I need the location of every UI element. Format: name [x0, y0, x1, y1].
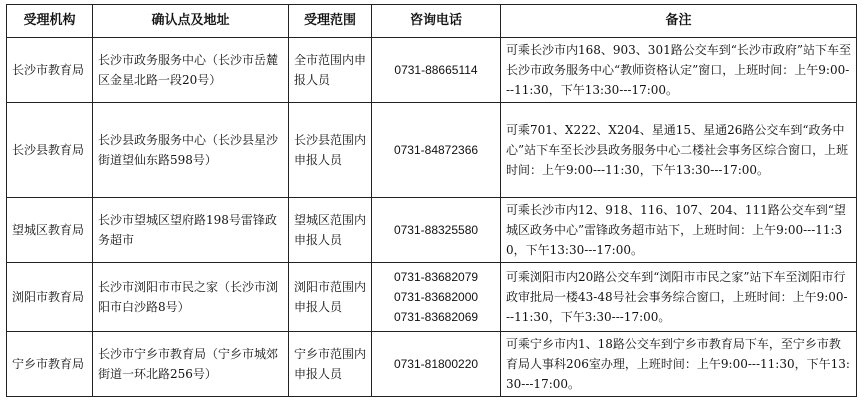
address-cell: 长沙市宁乡市教育局（宁乡市城郊街道一环北路256号） — [93, 332, 289, 397]
header-phone: 咨询电话 — [372, 5, 501, 38]
org-cell: 长沙县教育局 — [7, 103, 93, 198]
header-scope: 受理范围 — [289, 5, 372, 38]
page — [6, 4, 857, 397]
phone-cell — [372, 38, 501, 103]
header-row — [7, 5, 857, 38]
table-row — [7, 332, 857, 397]
scope-cell: 宁乡市范围内申报人员 — [289, 332, 372, 397]
phone-number: 0731-83682069 — [393, 310, 479, 324]
phone-number: 0731-81800220 — [393, 357, 479, 371]
note-cell: 可乘长沙市内12、918、116、107、204、111路公交车到“望城区政务中心”雷锋政务超市站下，上班时间：上午9:00---11:30，下午13:30---17:00。 — [501, 198, 857, 263]
phone-number: 0731-83682079 — [393, 270, 479, 284]
note-cell: 可乘宁乡市内1、18路公交车到宁乡市教育局下车，至宁乡市教育局人事科206室办理，上班时间：上午9:00---11:30，下午13:30---17:00。 — [501, 332, 857, 397]
phone-cell — [372, 263, 501, 332]
phone-number: 0731-84872366 — [393, 143, 479, 157]
scope-cell: 望城区范围内申报人员 — [289, 198, 372, 263]
acceptance-table — [6, 4, 857, 397]
table-row — [7, 38, 857, 103]
header-note: 备注 — [501, 5, 857, 38]
scope-cell: 浏阳市范围内申报人员 — [289, 263, 372, 332]
org-cell: 长沙市教育局 — [7, 38, 93, 103]
note-cell: 可乘长沙市内168、903、301路公交车到“长沙市政府”站下车至长沙市政务服务中心“教师资格认定”窗口，上班时间：上午9:00---11:30，下午13:30---17:00。 — [501, 38, 857, 103]
phone-number: 0731-88325580 — [393, 223, 479, 237]
scope-cell: 全市范围内申报人员 — [289, 38, 372, 103]
phone-cell — [372, 198, 501, 263]
phone-cell — [372, 103, 501, 198]
address-cell: 长沙县政务服务中心（长沙县星沙街道望仙东路598号） — [93, 103, 289, 198]
phone-number: 0731-83682000 — [393, 290, 479, 304]
phone-number: 0731-88665114 — [394, 63, 478, 77]
org-cell: 宁乡市教育局 — [7, 332, 93, 397]
table-row — [7, 198, 857, 263]
phone-cell — [372, 332, 501, 397]
scope-cell: 长沙县范围内申报人员 — [289, 103, 372, 198]
address-cell: 长沙市浏阳市市民之家（长沙市浏阳市白沙路8号） — [93, 263, 289, 332]
address-cell: 长沙市望城区望府路198号雷锋政务超市 — [93, 198, 289, 263]
table-row — [7, 263, 857, 332]
header-org: 受理机构 — [7, 5, 93, 38]
org-cell: 望城区教育局 — [7, 198, 93, 263]
note-cell: 可乘701、X222、X204、星通15、星通26路公交车到“政务中心”站下车至长沙县政务服务中心二楼社会事务区综合窗口，上班时间：上午9:00---11:30，下午13:30---17:00。 — [501, 103, 857, 198]
address-cell: 长沙市政务服务中心（长沙市岳麓区金星北路一段20号） — [93, 38, 289, 103]
note-cell: 可乘浏阳市内20路公交车到“浏阳市市民之家”站下车至浏阳市行政审批局一楼43-48号社会事务综合窗口，上班时间：上午9:00---11:30，下午3:30---17:00。 — [501, 263, 857, 332]
org-cell: 浏阳市教育局 — [7, 263, 93, 332]
header-address: 确认点及地址 — [93, 5, 289, 38]
table-row — [7, 103, 857, 198]
